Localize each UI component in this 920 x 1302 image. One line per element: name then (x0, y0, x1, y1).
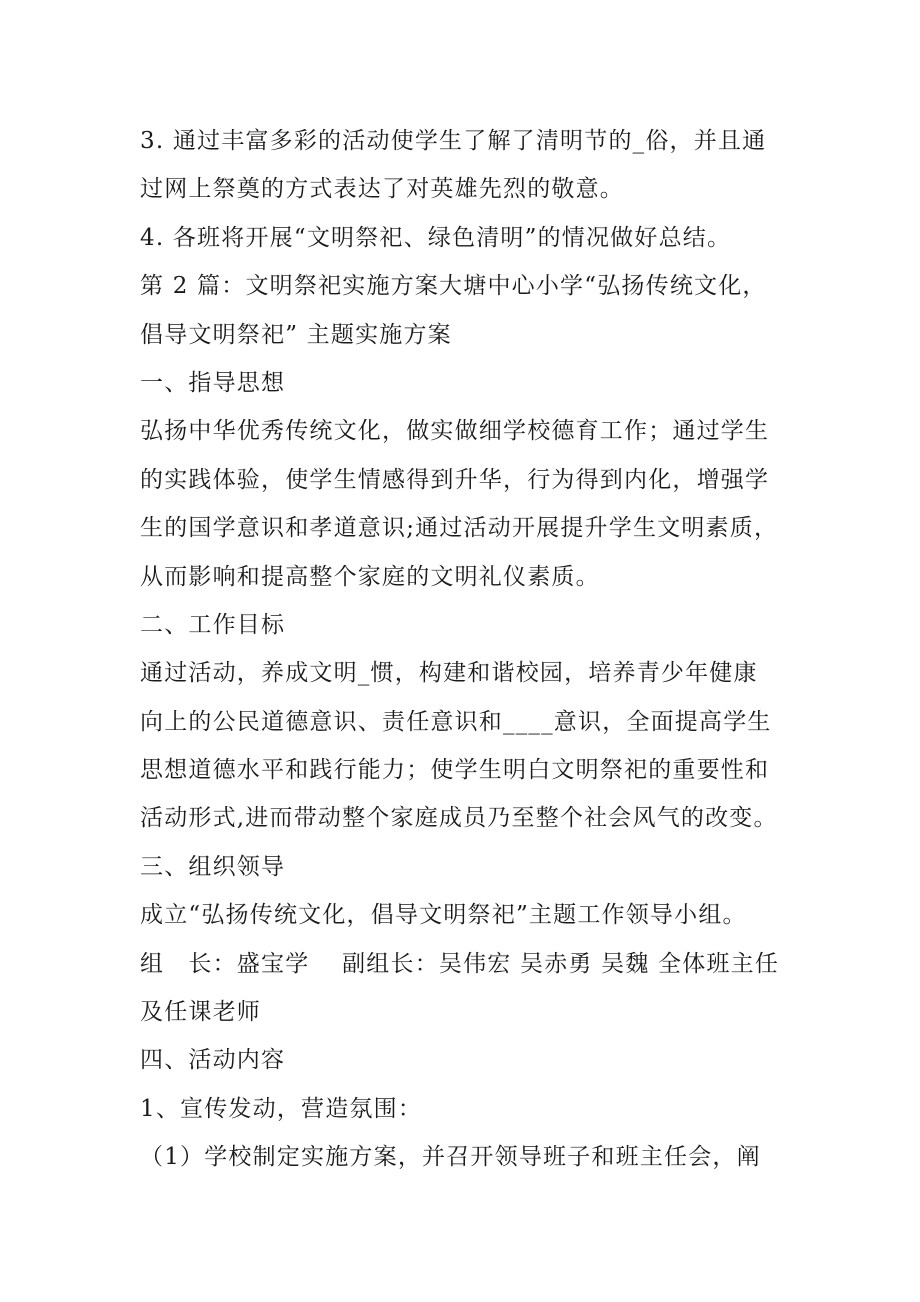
text-line: 1、宣传发动，营造氛围： (140, 1095, 423, 1122)
document-body (140, 117, 800, 1182)
text-line: 成立“弘扬传统文化，倡导文明祭祀”主题工作领导小组。 (140, 902, 747, 929)
text-line: 生的国学意识和孝道意识;通过活动开展提升学生文明素质， (140, 515, 779, 542)
text-line: 4. 各班将开展“文明祭祀、绿色清明”的情况做好总结。 (140, 224, 732, 251)
subsection-heading: 四、活动内容 (140, 1047, 286, 1074)
text-line: 3. 通过丰富多彩的活动使学生了解了清明节的_俗，并且通 (140, 128, 767, 154)
text-line: 组 长：盛宝学 副组长：吴伟宏 吴赤勇 吴魏 全体班主任 (140, 950, 780, 977)
subsection-heading: 二、工作目标 (140, 611, 286, 638)
text-line: （1）学校制定实施方案，并召开领导班子和班主任会，阐 (140, 1144, 761, 1171)
text-line: 弘扬中华优秀传统文化，做实做细学校德育工作；通过学生 (140, 418, 770, 445)
text-line: 及任课老师 (140, 999, 261, 1026)
text-line: 过网上祭奠的方式表达了对英雄先烈的敬意。 (140, 176, 624, 203)
text-line: 从而影响和提高整个家庭的文明礼仪素质。 (140, 563, 600, 590)
text-line: 向上的公民道德意识、责任意识和____意识，全面提高学生 (140, 708, 772, 735)
text-line: 的实践体验，使学生情感得到升华，行为得到内化，增强学 (140, 466, 770, 493)
text-line: 通过活动，养成文明_惯，构建和谐校园，培养青少年健康 (140, 660, 758, 687)
subsection-heading: 三、组织领导 (140, 853, 286, 880)
text-line: 思想道德水平和践行能力；使学生明白文明祭祀的重要性和 (140, 757, 770, 784)
section-heading: 倡导文明祭祀” 主题实施方案 (140, 321, 452, 348)
text-line: 活动形式,进而带动整个家庭成员乃至整个社会风气的改变。 (140, 805, 778, 832)
section-heading: 第 2 篇：文明祭祀实施方案大塘中心小学“弘扬传统文化， (140, 273, 767, 300)
subsection-heading: 一、指导思想 (140, 369, 286, 396)
